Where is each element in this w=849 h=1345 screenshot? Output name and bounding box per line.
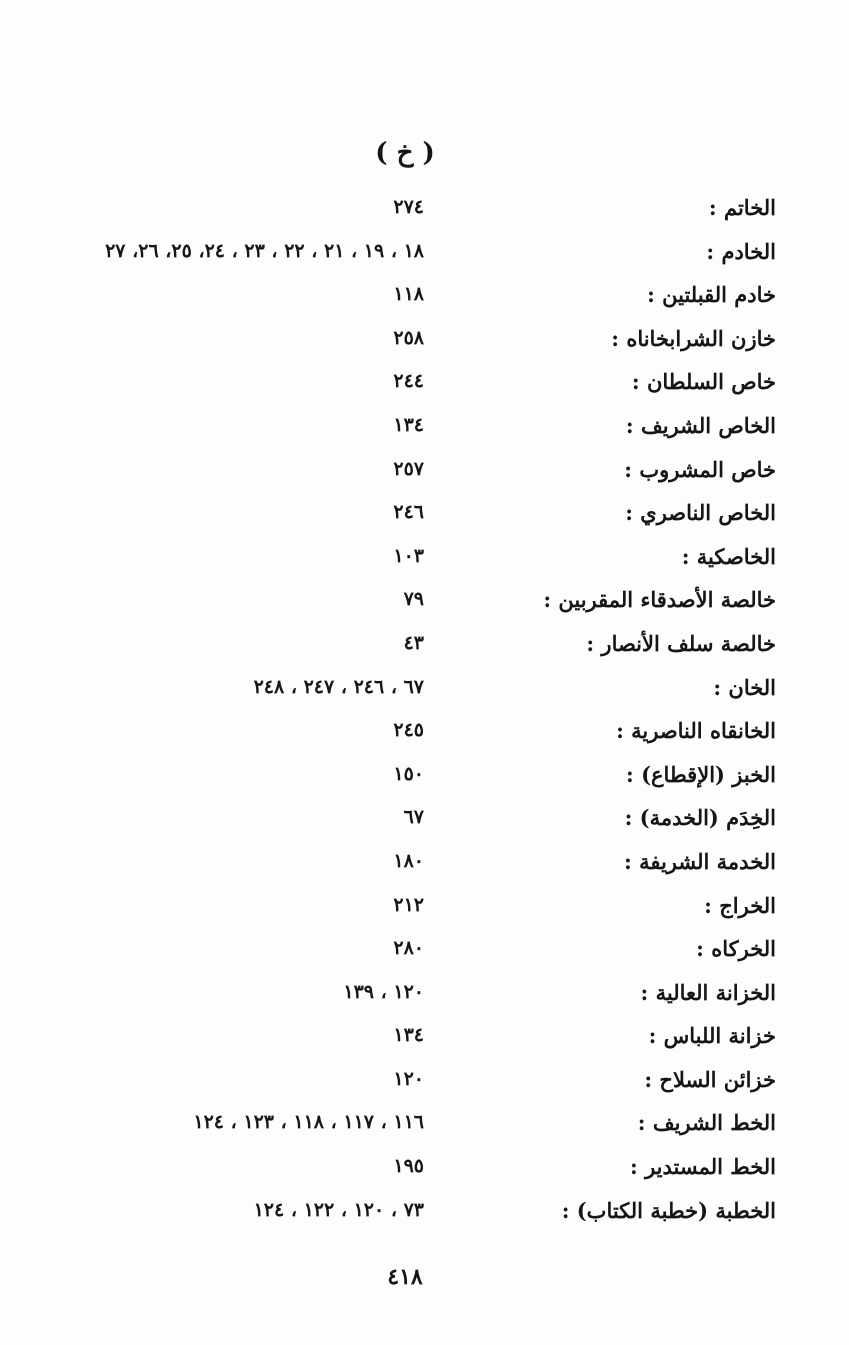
- index-entries: [0, 186, 849, 1232]
- entry-term: خاص السلطان :: [631, 369, 776, 395]
- entry-page-references: ١٩٥: [393, 1155, 424, 1178]
- index-entry: [0, 578, 849, 622]
- entry-page-references: ٢١٢: [393, 893, 424, 916]
- index-entry: [0, 666, 849, 710]
- entry-term: الخدمة الشريفة :: [624, 848, 776, 874]
- entry-page-references: ٢٤٤: [393, 370, 424, 393]
- index-entry: [0, 1014, 849, 1058]
- entry-page-references: ٢٥٨: [393, 326, 424, 349]
- entry-term: الخط الشريف :: [637, 1110, 776, 1136]
- index-entry: [0, 317, 849, 361]
- index-entry: [0, 1189, 849, 1233]
- entry-term: الخزانة العالية :: [640, 979, 776, 1005]
- entry-page-references: ٢٥٧: [393, 457, 424, 480]
- entry-page-references: ٢٤٦: [393, 501, 424, 524]
- entry-term: الخانقاه الناصرية :: [616, 718, 776, 744]
- index-entry: [0, 753, 849, 797]
- entry-term: الخان :: [713, 674, 776, 700]
- entry-page-references: ٢٨٠: [393, 937, 424, 960]
- index-entry: [0, 840, 849, 884]
- index-entry: [0, 273, 849, 317]
- entry-page-references: ١١٦ ، ١١٧ ، ١١٨ ، ١٢٣ ، ١٢٤: [193, 1111, 424, 1134]
- entry-term: الخاص الناصري :: [625, 500, 776, 526]
- index-entry: [0, 927, 849, 971]
- entry-page-references: ٢٤٥: [393, 719, 424, 742]
- index-entry: [0, 186, 849, 230]
- entry-term: الخاصكية :: [681, 543, 776, 569]
- index-entry: [0, 709, 849, 753]
- entry-term: خاص المشروب :: [624, 456, 776, 482]
- entry-page-references: ١١٨: [393, 283, 424, 306]
- index-entry: [0, 535, 849, 579]
- page-number: ٤١٨: [387, 1264, 423, 1290]
- entry-page-references: ١٨٠: [393, 849, 424, 872]
- entry-term: الخبز (الإقطاع) :: [626, 761, 776, 787]
- entry-term: خازن الشرابخاناه :: [611, 325, 776, 351]
- entry-term: الخِدَم (الخدمة) :: [624, 805, 776, 831]
- index-entry: [0, 448, 849, 492]
- index-entry: [0, 884, 849, 928]
- entry-term: خادم القبلتين :: [647, 282, 776, 308]
- index-entry: [0, 491, 849, 535]
- index-entry: [0, 230, 849, 274]
- entry-page-references: ١٠٣: [393, 544, 424, 567]
- entry-term: الخادم :: [706, 238, 776, 264]
- entry-term: خالصة الأصدقاء المقربين :: [543, 587, 776, 613]
- entry-page-references: ٤٣: [403, 631, 424, 654]
- entry-term: الخاتم :: [708, 195, 776, 220]
- entry-page-references: ٧٣ ، ١٢٠ ، ١٢٢ ، ١٢٤: [253, 1198, 424, 1221]
- entry-page-references: ٦٧: [403, 806, 424, 829]
- entry-term: الخط المستدير :: [630, 1154, 776, 1180]
- entry-page-references: ١٨ ، ١٩ ، ٢١ ، ٢٢ ، ٢٣ ، ٢٤، ٢٥، ٢٦، ٢٧: [105, 239, 424, 262]
- entry-page-references: ١٢٠: [393, 1067, 424, 1090]
- entry-term: الخطبة (خطبة الكتاب) :: [561, 1197, 776, 1223]
- entry-page-references: ١٣٤: [393, 413, 424, 436]
- index-entry: [0, 971, 849, 1015]
- entry-page-references: ٧٩: [403, 588, 424, 611]
- entry-page-references: ١٢٠ ، ١٣٩: [343, 980, 424, 1003]
- entry-page-references: ١٣٤: [393, 1024, 424, 1047]
- entry-term: خزائن السلاح :: [644, 1066, 776, 1092]
- entry-page-references: ٢٧٤: [393, 196, 424, 218]
- entry-term: الخاص الشريف :: [625, 412, 776, 438]
- index-entry: [0, 404, 849, 448]
- entry-page-references: ٦٧ ، ٢٤٦ ، ٢٤٧ ، ٢٤٨: [253, 675, 424, 698]
- entry-term: خالصة سلف الأنصار :: [586, 630, 776, 656]
- index-entry: [0, 1145, 849, 1189]
- index-entry: [0, 1101, 849, 1145]
- entry-term: خزانة اللباس :: [648, 1023, 776, 1049]
- section-header-kha: ( خ ): [375, 138, 435, 168]
- entry-term: الخركاه :: [696, 936, 776, 962]
- index-entry: [0, 796, 849, 840]
- index-entry: [0, 622, 849, 666]
- entry-page-references: ١٥٠: [393, 762, 424, 785]
- index-entry: [0, 360, 849, 404]
- index-entry: [0, 1058, 849, 1102]
- entry-term: الخراج :: [704, 892, 776, 918]
